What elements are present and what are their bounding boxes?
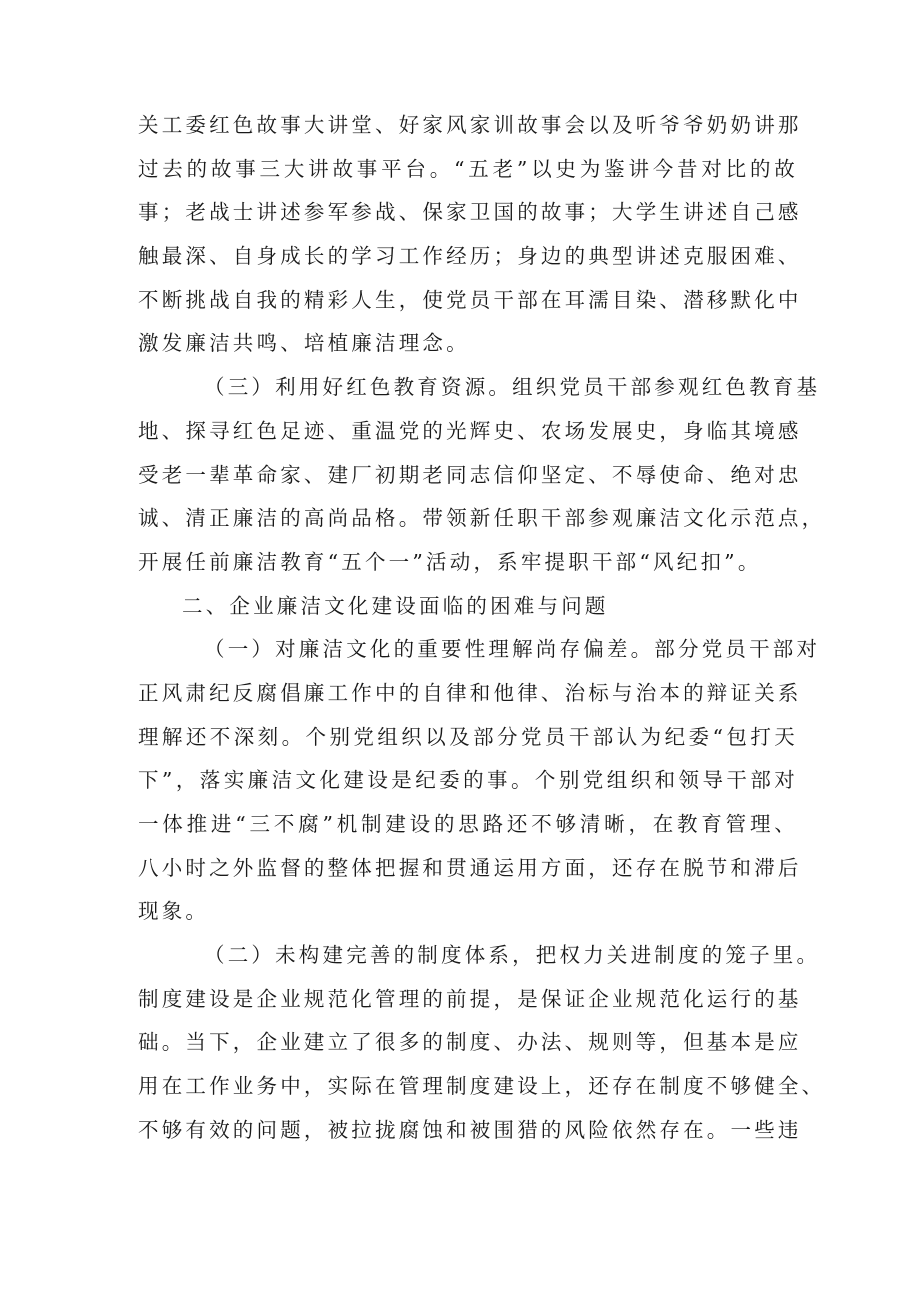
paragraph-start-line: （一）对廉洁文化的重要性理解尚存偏差。部分党员干部对	[204, 637, 821, 662]
text-line: 触最深、自身成长的学习工作经历；身边的典型讲述克服困难、	[138, 244, 802, 269]
text-line: 一体推进“三不腐”机制建设的思路还不够清晰，在教育管理、	[138, 812, 798, 836]
section-heading: 二、企业廉洁文化建设面临的困难与问题	[182, 593, 609, 618]
text-line: 理解还不深刻。个别党组织以及部分党员干部认为纪委“包打天	[138, 724, 798, 749]
text-line: 激发廉洁共鸣、培植廉洁理念。	[138, 331, 470, 356]
text-line: 正风肃纪反腐倡廉工作中的自律和他律、治标与治本的辩证关系	[138, 680, 802, 705]
document-body	[138, 104, 826, 1153]
text-line: 制度建设是企业规范化管理的前提，是保证企业规范化运行的基	[138, 986, 802, 1011]
text-line: 下”，落实廉洁文化建设是纪委的事。个别党组织和领导干部对	[138, 768, 798, 793]
text-line: 不够有效的问题，被拉拢腐蚀和被围猎的风险依然存在。一些违	[138, 1117, 802, 1142]
text-line: 不断挑战自我的精彩人生，使党员干部在耳濡目染、潜移默化中	[138, 287, 802, 312]
paragraph-start-line: （三）利用好红色教育资源。组织党员干部参观红色教育基	[204, 375, 821, 400]
text-line: 开展任前廉洁教育“五个一”活动，系牢提职干部“风纪扣”。	[138, 549, 762, 574]
text-line: 事；老战士讲述参军参战、保家卫国的故事；大学生讲述自己感	[138, 200, 802, 225]
text-line: 础。当下，企业建立了很多的制度、办法、规则等，但基本是应	[138, 1030, 802, 1055]
text-line: 关工委红色故事大讲堂、好家风家训故事会以及听爷爷奶奶讲那	[138, 113, 802, 137]
text-line: 用在工作业务中，实际在管理制度建设上，还存在制度不够健全、	[138, 1074, 826, 1099]
paragraph-start-line: （二）未构建完善的制度体系，把权力关进制度的笼子里。	[204, 943, 821, 968]
text-line: 现象。	[138, 899, 210, 924]
text-line: 地、探寻红色足迹、重温党的光辉史、农场发展史，身临其境感	[138, 418, 802, 443]
text-line: 过去的故事三大讲故事平台。“五老”以史为鉴讲今昔对比的故	[138, 156, 798, 181]
text-line: 八小时之外监督的整体把握和贯通运用方面，还存在脱节和滞后	[138, 855, 802, 880]
text-line: 诚、清正廉洁的高尚品格。带领新任职干部参观廉洁文化示范点，	[138, 506, 826, 531]
text-line: 受老一辈革命家、建厂初期老同志信仰坚定、不辱使命、绝对忠	[138, 462, 802, 487]
